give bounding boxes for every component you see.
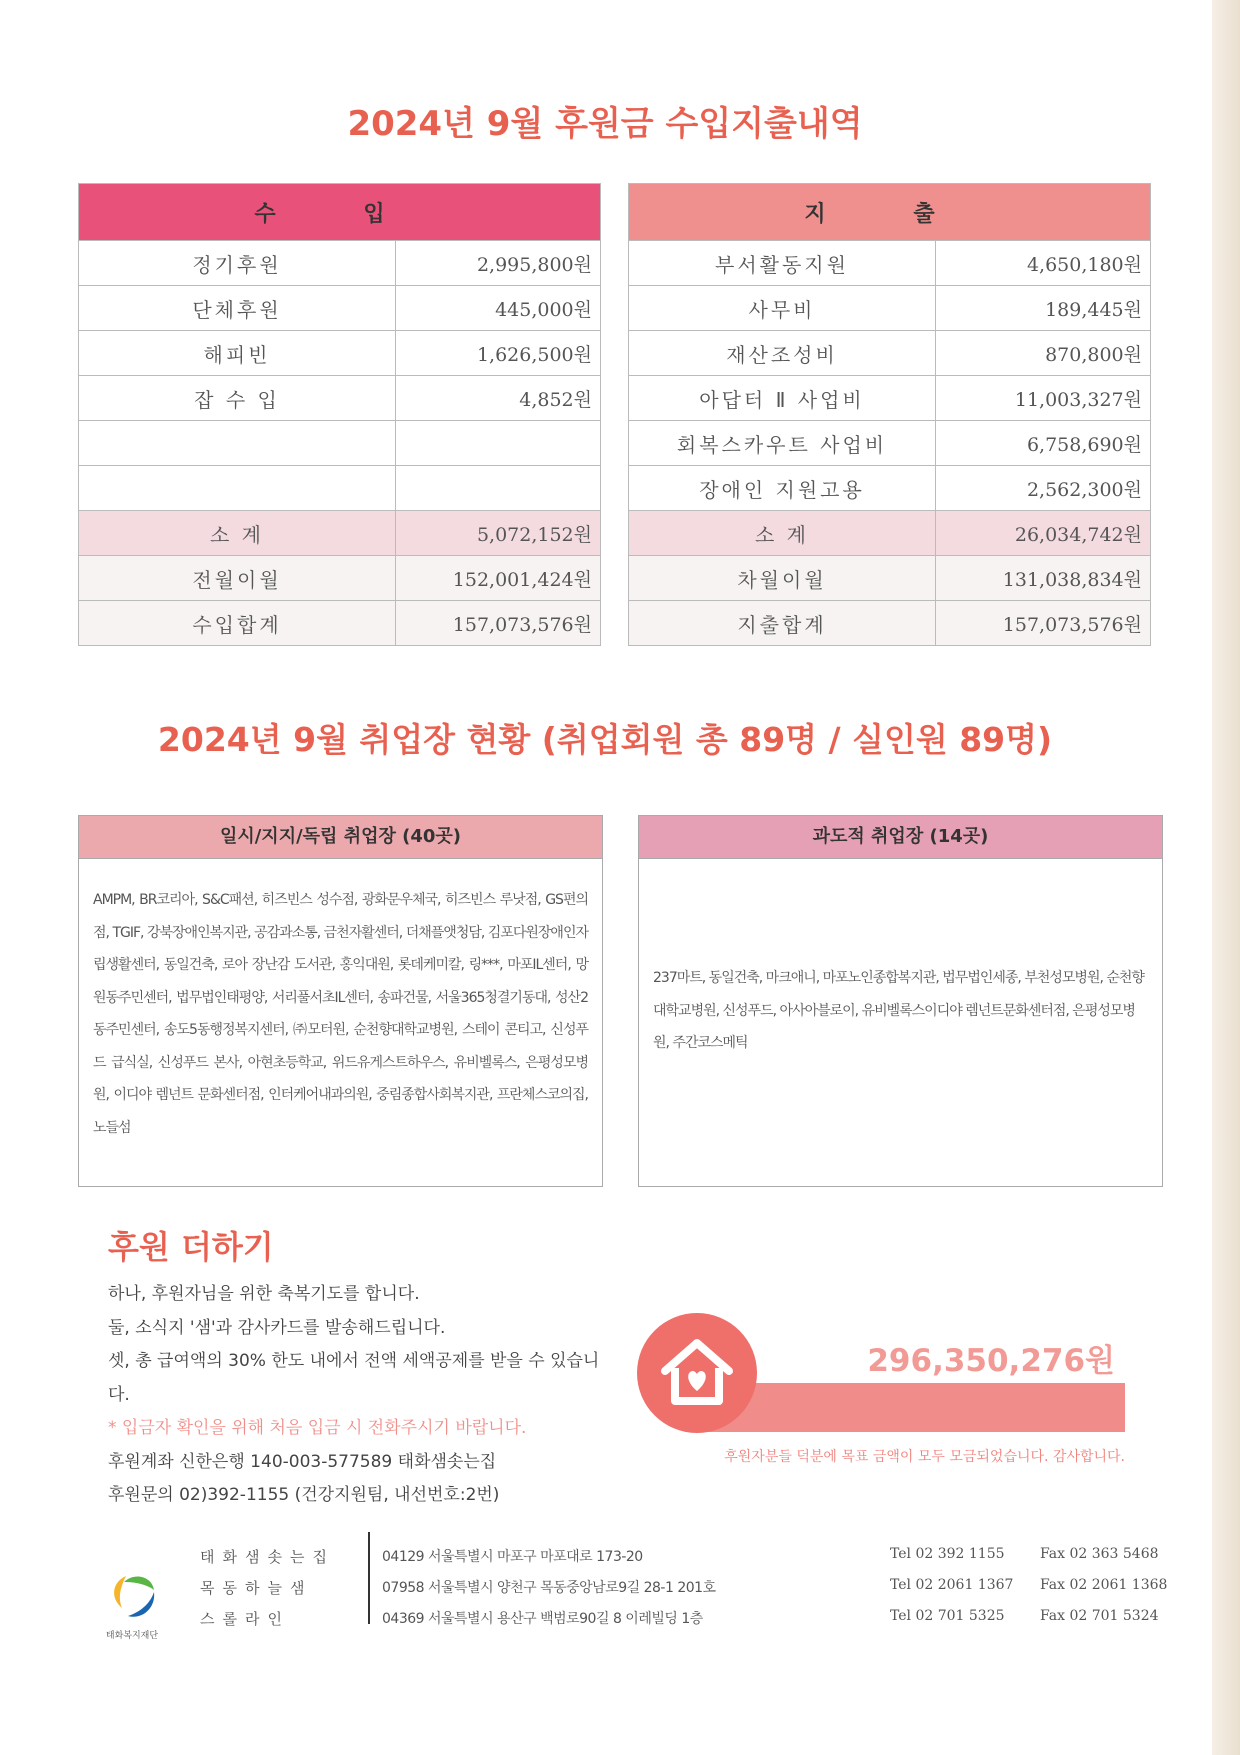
- donation-progress-fill: [700, 1383, 1125, 1432]
- row-value: 11,003,327원: [936, 376, 1151, 421]
- table-row: [79, 601, 601, 646]
- benefit-line: 셋, 총 급여액의 30% 한도 내에서 전액 세액공제를 받을 수 있습니다.: [108, 1351, 600, 1405]
- table-row: [629, 511, 1151, 556]
- org-name: 스롤라인: [200, 1610, 290, 1628]
- table-row: [79, 331, 601, 376]
- donation-inquiry: 후원문의 02)392-1155 (건강지원팀, 내선번호:2번): [108, 1485, 500, 1505]
- row-value: 157,073,576원: [936, 601, 1151, 646]
- table-row: [629, 376, 1151, 421]
- box-header: 일시/지지/독립 취업장 (40곳): [79, 816, 602, 859]
- row-value: 1,626,500원: [396, 331, 601, 376]
- row-label: 아답터 Ⅱ 사업비: [629, 376, 936, 421]
- page-edge: [1212, 0, 1240, 1755]
- table-row: [79, 376, 601, 421]
- row-value: 870,800원: [936, 331, 1151, 376]
- row-value: 189,445원: [936, 286, 1151, 331]
- row-value: 157,073,576원: [396, 601, 601, 646]
- finance-title: 2024년 9월 후원금 수입지출내역: [347, 104, 863, 144]
- row-label: 부서활동지원: [629, 241, 936, 286]
- row-label: 차월이월: [629, 556, 936, 601]
- row-label: 사무비: [629, 286, 936, 331]
- table-row: [79, 511, 601, 556]
- row-label: 전월이월: [79, 556, 396, 601]
- donation-amount: 296,350,276원: [867, 1343, 1115, 1379]
- row-value: 2,562,300원: [936, 466, 1151, 511]
- table-row: [629, 241, 1151, 286]
- row-value: 26,034,742원: [936, 511, 1151, 556]
- row-value: 152,001,424원: [396, 556, 601, 601]
- income-header: 수 입: [79, 184, 601, 241]
- org-address: 04369 서울특별시 용산구 백범로90길 8 이레빌딩 1층: [382, 1611, 703, 1627]
- table-row: [79, 466, 601, 511]
- row-label: 회복스카우트 사업비: [629, 421, 936, 466]
- table-row: [79, 421, 601, 466]
- logo-icon: [104, 1568, 160, 1624]
- table-row: [79, 556, 601, 601]
- row-value: 4,650,180원: [936, 241, 1151, 286]
- row-value: [396, 466, 601, 511]
- row-label: 수입합계: [79, 601, 396, 646]
- expense-header: 지 출: [629, 184, 1151, 241]
- org-tel: Tel 02 392 1155: [890, 1546, 1005, 1562]
- deposit-note: * 입금자 확인을 위해 처음 입금 시 전화주시기 바랍니다.: [108, 1418, 527, 1438]
- org-fax: Fax 02 2061 1368: [1040, 1577, 1168, 1593]
- house-heart-icon: [637, 1313, 757, 1433]
- org-name: 목동하늘샘: [200, 1579, 313, 1597]
- donation-caption: 후원자분들 덕분에 목표 금액이 모두 모금되었습니다. 감사합니다.: [724, 1449, 1125, 1465]
- table-row: [629, 556, 1151, 601]
- income-table: [78, 183, 601, 646]
- row-label: 지출합계: [629, 601, 936, 646]
- row-label: 소 계: [79, 511, 396, 556]
- benefit-line: 하나, 후원자님을 위한 축복기도를 합니다.: [108, 1284, 420, 1304]
- row-value: 445,000원: [396, 286, 601, 331]
- employment-title: 2024년 9월 취업장 현황 (취업회원 총 89명 / 실인원 89명): [157, 720, 1053, 759]
- row-label: 재산조성비: [629, 331, 936, 376]
- row-label: 소 계: [629, 511, 936, 556]
- table-row: [79, 241, 601, 286]
- org-name: 태화샘솟는집: [200, 1548, 335, 1566]
- row-label: 잡 수 입: [79, 376, 396, 421]
- row-label: 정기후원: [79, 241, 396, 286]
- row-value: 131,038,834원: [936, 556, 1151, 601]
- org-fax: Fax 02 701 5324: [1040, 1608, 1159, 1624]
- table-row: [629, 286, 1151, 331]
- footer-divider: [368, 1532, 370, 1624]
- donate-title: 후원 더하기: [108, 1228, 274, 1266]
- donation-progress-track: [700, 1383, 1125, 1432]
- row-label: 장애인 지원고용: [629, 466, 936, 511]
- org-fax: Fax 02 363 5468: [1040, 1546, 1159, 1562]
- row-value: 6,758,690원: [936, 421, 1151, 466]
- foundation-logo: [102, 1568, 162, 1641]
- workplace-list: AMPM, BR코리아, S&C패션, 히즈빈스 성수점, 광화문우체국, 히즈빈스 루낫점, GS편의점, TGIF, 강북장애인복지관, 공감과소통, 금천자활센터, 더채플앳청담, 김포다원장애인자립생활센터, 동일건축, 로아 장난감 도서관, 홍익대원, 롯데케미칼, 링***, 마포IL센터, 망원동주민센터, 법무법인태평양, 서리풀서초IL센터, 송파건물, 서울365청결기동대, 성산2동주민센터, 송도5동행정복지센터, ㈜모터원, 순천향대학교병원, 스테이 콘티고, 신성푸드 급식실, 신성푸드 본사, 아현초등학교, 위드유게스트하우스, 유비벨록스, 은평성모병원, 이디야 렘넌트 문화센터점, 인터케어내과의원, 중림종합사회복지관, 프란체스코의집, 노들섬: [93, 892, 588, 1136]
- table-row: [79, 286, 601, 331]
- temporary-workplaces-box: [78, 815, 603, 1187]
- org-address: 07958 서울특별시 양천구 목동중앙남로9길 28-1 201호: [382, 1580, 716, 1596]
- expense-table: [628, 183, 1151, 646]
- table-row: [629, 421, 1151, 466]
- workplace-list: 237마트, 동일건축, 마크애니, 마포노인종합복지관, 법무법인세종, 부천성모병원, 순천향대학교병원, 신성푸드, 아사아블로이, 유비벨록스이디야 렘넌트문화센터점, 은평성모병원, 주간코스메틱: [653, 970, 1144, 1051]
- row-label: [79, 421, 396, 466]
- row-label: [79, 466, 396, 511]
- table-row: [629, 331, 1151, 376]
- row-value: 2,995,800원: [396, 241, 601, 286]
- org-tel: Tel 02 2061 1367: [890, 1577, 1014, 1593]
- row-label: 해피빈: [79, 331, 396, 376]
- org-tel: Tel 02 701 5325: [890, 1608, 1005, 1624]
- logo-text: 태화복지재단: [105, 1631, 159, 1641]
- row-value: 4,852원: [396, 376, 601, 421]
- donation-account: 후원계좌 신한은행 140-003-577589 태화샘솟는집: [108, 1451, 497, 1472]
- org-address: 04129 서울특별시 마포구 마포대로 173-20: [382, 1549, 643, 1565]
- row-value: 5,072,152원: [396, 511, 601, 556]
- row-label: 단체후원: [79, 286, 396, 331]
- table-row: [629, 601, 1151, 646]
- transitional-workplaces-box: [638, 815, 1163, 1187]
- table-row: [629, 466, 1151, 511]
- donate-benefits: [108, 1278, 608, 1513]
- box-header: 과도적 취업장 (14곳): [639, 816, 1162, 859]
- row-value: [396, 421, 601, 466]
- benefit-line: 둘, 소식지 '샘'과 감사카드를 발송해드립니다.: [108, 1317, 446, 1338]
